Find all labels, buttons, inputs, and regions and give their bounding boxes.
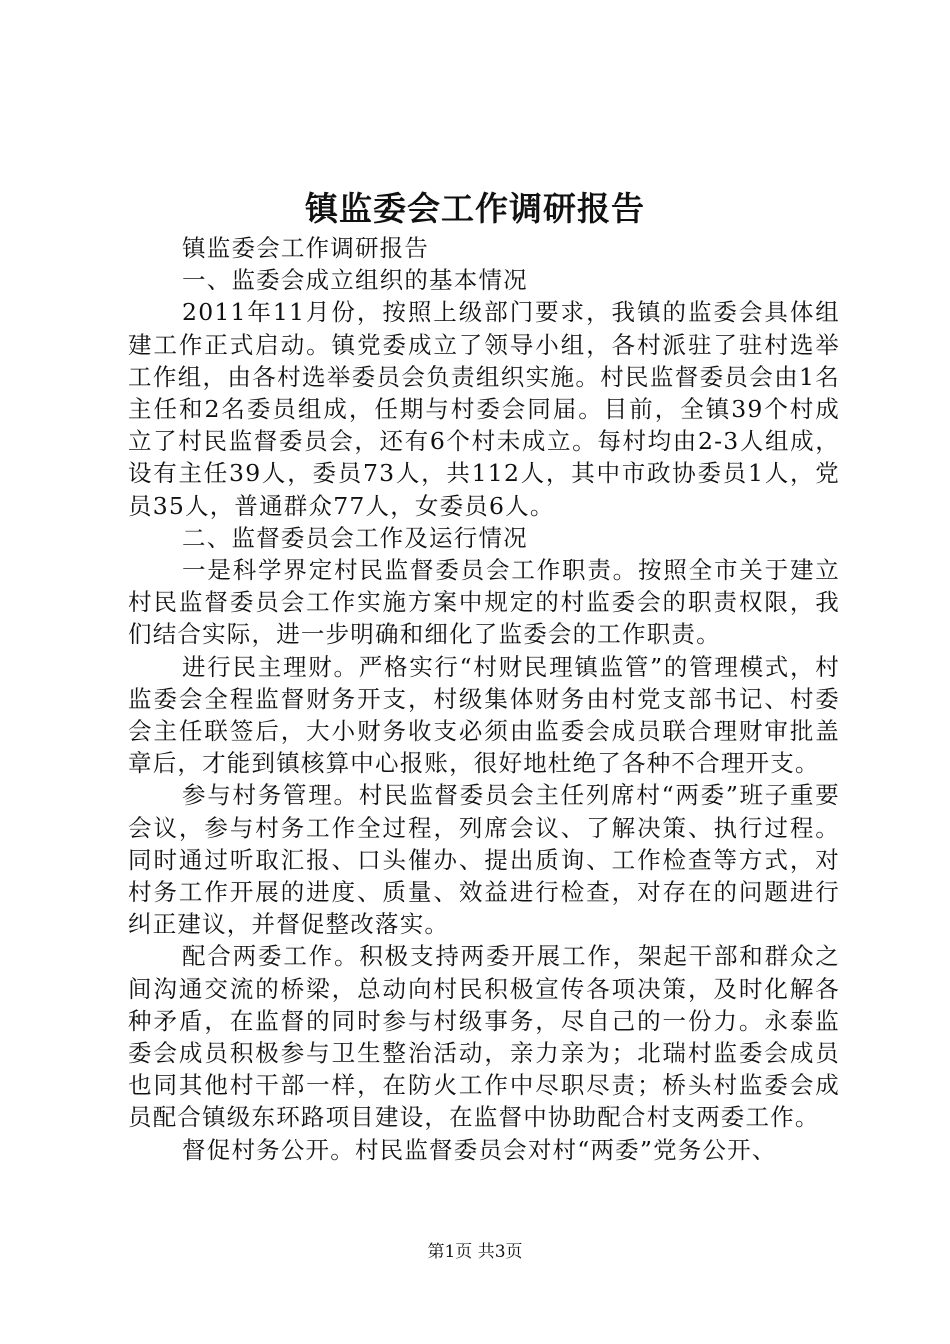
page-number: 第1页 共3页	[427, 1242, 523, 1262]
paragraph-disclosure: 督促村务公开。村民监督委员会对村“两委”党务公开、	[182, 1135, 777, 1164]
document-title: 镇监委会工作调研报告	[305, 189, 645, 228]
paragraph-basic-situation: 2011年11月份，按照上级部门要求，我镇的监委会具体组建工作正式启动。镇党委成立了领导小组，各村派驻了驻村选举工作组，由各村选举委员会负责组织实施。村民监督委员会由1名主任和2名委员组成，任期与村委会同届。目前，全镇39个村成立了村民监督委员会，还有6个村未成立。每村均由2-3人组成，设有主任39人，委员73人，共112人，其中市政协委员1人，党员35人，普通群众77人，女委员6人。	[128, 298, 840, 520]
section-heading-1: 一、监委会成立组织的基本情况	[182, 266, 528, 295]
section-heading-2: 二、监督委员会工作及运行情况	[182, 523, 528, 552]
paragraph-subtitle: 镇监委会工作调研报告	[182, 234, 430, 262]
paragraph-finance: 进行民主理财。严格实行“村财民理镇监管”的管理模式，村监委会全程监督财务开支，村级集体财务由村党支部书记、村委会主任联签后，大小财务收支必须由监委会成员联合理财审批盖章后，才能到镇核算中心报账，很好地杜绝了各种不合理开支。	[128, 652, 840, 778]
paragraph-duties: 一是科学界定村民监督委员会工作职责。按照全市关于建立村民监督委员会工作实施方案中规定的村监委会的职责权限，我们结合实际，进一步明确和细化了监委会的工作职责。	[128, 556, 840, 649]
document-body	[128, 232, 840, 1166]
paragraph-village-affairs: 参与村务管理。村民监督委员会主任列席村“两委”班子重要会议，参与村务工作全过程，列席会议、了解决策、执行过程。同时通过听取汇报、口头催办、提出质询、工作检查等方式，对村务工作开展的进度、质量、效益进行检查，对存在的问题进行纠正建议，并督促整改落实。	[128, 781, 840, 939]
paragraph-cooperation: 配合两委工作。积极支持两委开展工作，架起干部和群众之间沟通交流的桥梁，总动向村民积极宣传各项决策，及时化解各种矛盾，在监督的同时参与村级事务，尽自己的一份力。永泰监委会成员积极参与卫生整治活动，亲力亲为；北瑞村监委会成员也同其他村干部一样，在防火工作中尽职尽责；桥头村监委会成员配合镇级东环路项目建设，在监督中协助配合村支两委工作。	[128, 942, 840, 1132]
